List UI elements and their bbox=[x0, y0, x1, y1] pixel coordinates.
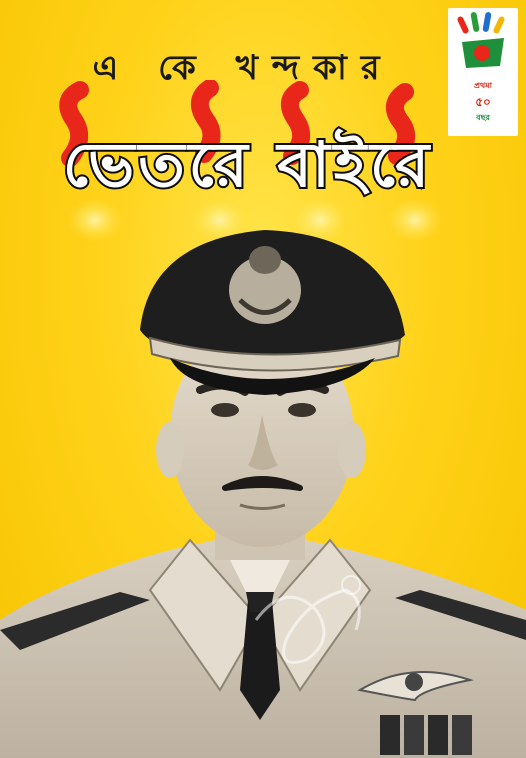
publisher-badge bbox=[448, 8, 518, 136]
badge-line-1: প্রথমা bbox=[474, 81, 492, 90]
watermark-mark bbox=[246, 560, 376, 680]
badge-line-2: ৫০ bbox=[475, 95, 491, 109]
hands-logo-icon bbox=[448, 8, 518, 78]
badge-line-3: বছর bbox=[476, 113, 490, 122]
book-title: ভেতরে বাইরে bbox=[62, 128, 434, 201]
author-name: এ কে খন্দকার bbox=[92, 48, 394, 88]
